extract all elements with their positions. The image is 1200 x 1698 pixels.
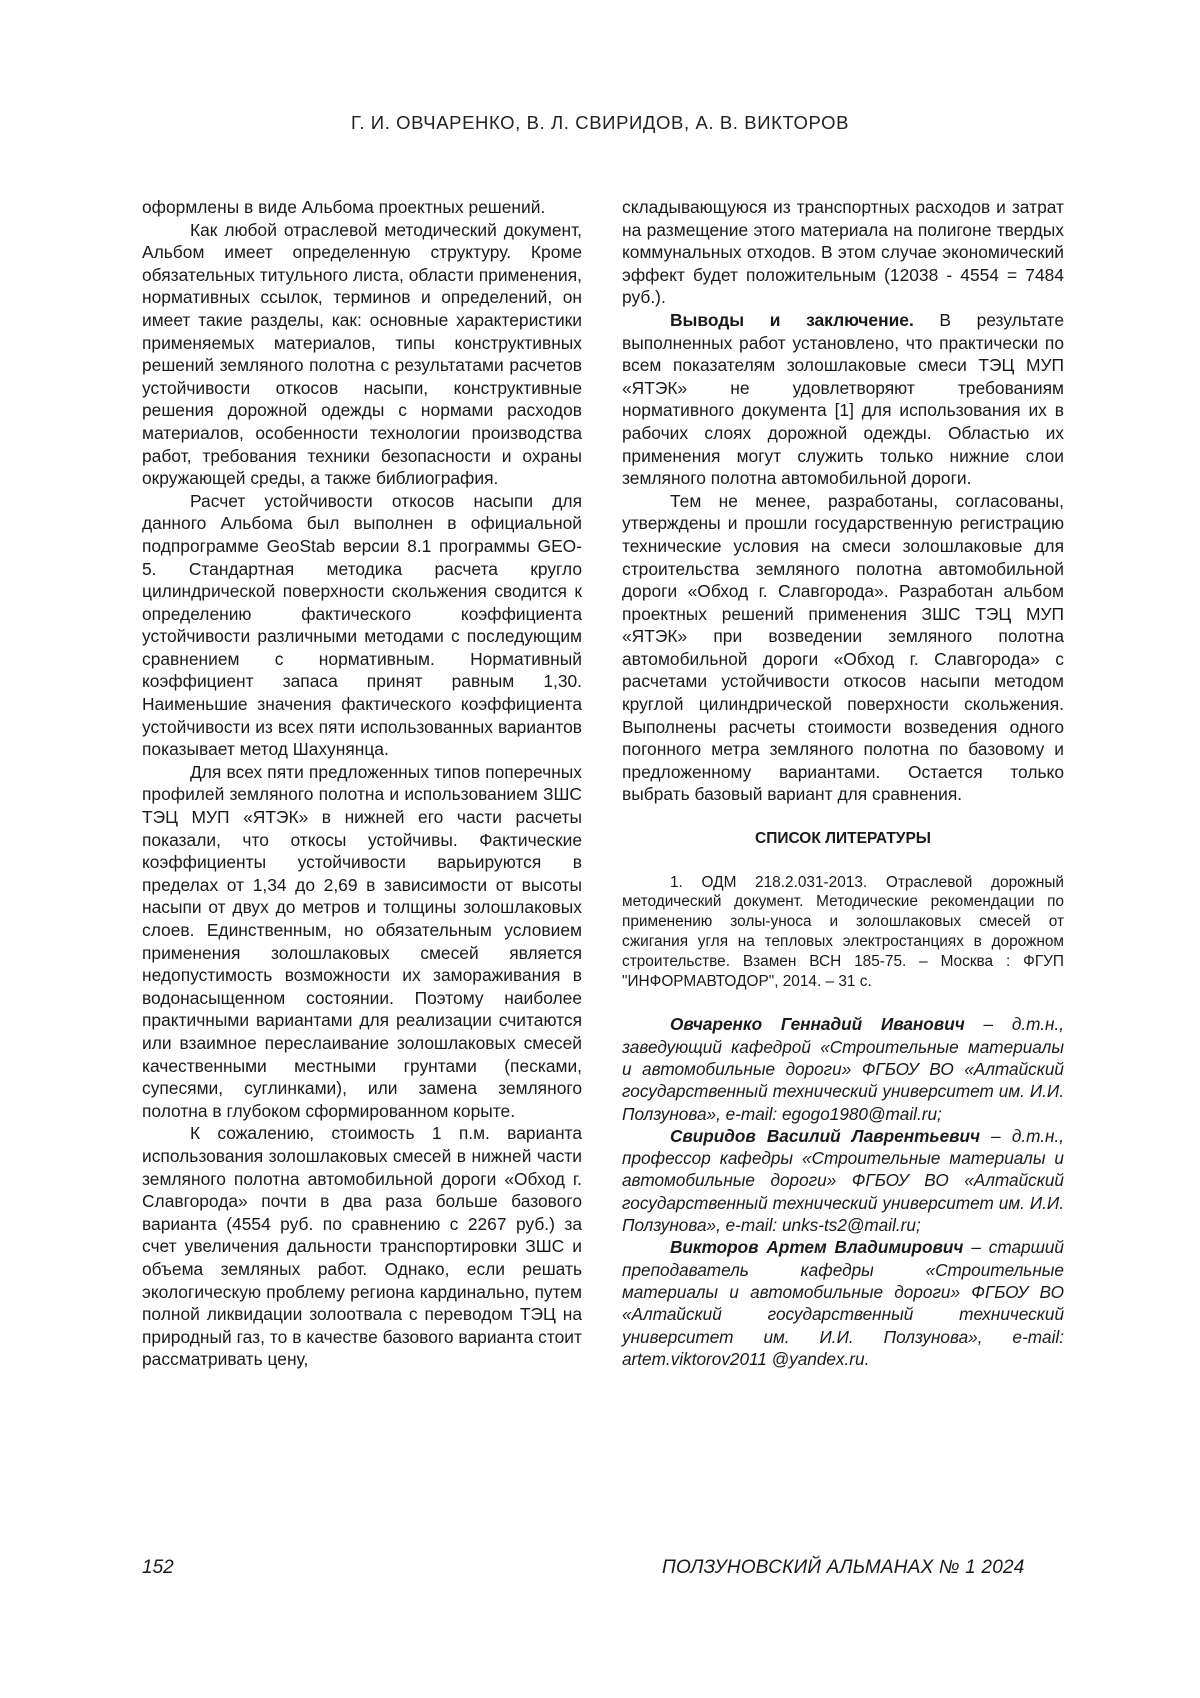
author-dash: – <box>964 1014 1012 1035</box>
author-entry <box>622 1125 1064 1236</box>
conclusions-text: В результате выполненных работ установлено, что практически по всем показателям золошлаковые смеси ТЭЦ МУП «ЯТЭК» не удовлетворяют требованиям нормативного документа [1] для использования их в рабочих слоях дорожной одежды. Областью их применения могут служить только нижние слои земляного полотна автомобильной дороги. <box>622 309 1065 489</box>
paragraph: К сожалению, стоимость 1 п.м. варианта использования золошлаковых смесей в нижней части земляного полотна автомобильной дороги «Обход г. Славгорода» почти в два раза больше базового варианта (4554 руб. по сравнению с 2267 руб.) за счет увеличения дальности транспортировки ЗШС и объема земляных работ. Однако, если решать экологическую проблему региона кардинально, путем полной ликвидации золоотвала с переводом ТЭЦ на природный газ, то в качестве базового варианта стоит рассматривать цену, <box>142 1123 582 1370</box>
paragraph: Тем не менее, разработаны, согласованы, утверждены и прошли государственную регистрацию технические условия на смеси золошлаковые для строительства земляного полотна автомобильной дороги «Обход г. Славгорода». Разработан альбом проектных решений применения ЗШС ТЭЦ МУП «ЯТЭК» при возведении земляного полотна автомобильной дороги «Обход г. Славгорода» с расчетами устойчивости откосов насыпи методом круглой цилиндрической поверхности скольжения. Выполнены расчеты стоимости возведения одного погонного метра земляного полотна по базовому и предложенному вариантами. Остается только выбрать базовый вариант для сравнения. <box>622 490 1064 805</box>
author-name: Викторов Артем Владимирович <box>670 1237 964 1258</box>
page-number: 152 <box>142 1557 174 1578</box>
paragraph: Расчет устойчивости откосов насыпи для данного Альбома был выполнен в официальной подпрограмме GeoStab версии 8.1 программы GEO-5. Стандартная методика расчета кругло цилиндрической поверхности скольжения сводится к определению фактического коэффициента устойчивости различными методами с последующим сравнением с нормативным. Нормативный коэффициент запаса принят равным 1,30. Наименьшие значения фактического коэффициента устойчивости из всех пяти использованных вариантов показывает метод Шахунянца. <box>142 490 582 760</box>
left-column <box>142 196 582 1371</box>
author-affiliation: старший преподаватель кафедры «Строительные материалы и автомобильные дороги» ФГБОУ ВО «Алтайский государственный технический университет им. И.И. Ползунова», e-mail: artem.viktorov2011 @yandex.ru. <box>622 1237 1064 1369</box>
running-head-authors: Г. И. ОВЧАРЕНКО, В. Л. СВИРИДОВ, А. В. ВИКТОРОВ <box>350 112 850 133</box>
author-affiliation: д.т.н., заведующий кафедрой «Строительные материалы и автомобильные дороги» ФГБОУ ВО «Алтайский государственный технический университет им. И.И. Ползунова», e-mail: egogo1980@mail.ru; <box>622 1014 1064 1124</box>
paragraph: складывающуюся из транспортных расходов и затрат на размещение этого материала на полигоне твердых коммунальных отходов. В этом случае экономический эффект будет положительным (12038 - 4554 = 7484 руб.). <box>622 197 1064 308</box>
paragraph: оформлены в виде Альбома проектных решений. <box>142 197 546 217</box>
author-affiliation: д.т.н., профессор кафедры «Строительные материалы и автомобильные дороги» ФГБОУ ВО «Алтайский государственный технический университет им. И.И. Ползунова», e-mail: unks-ts2@mail.ru; <box>622 1125 1064 1236</box>
conclusions-heading: Выводы и заключение. <box>670 309 914 330</box>
author-info-block <box>622 1013 1064 1370</box>
author-dash: – <box>963 1237 989 1258</box>
paragraph: Для всех пяти предложенных типов поперечных профилей земляного полотна и использованием ЗШС ТЭЦ МУП «ЯТЭК» в нижней его части расчеты показали, что откосы устойчивы. Фактические коэффициенты устойчивости варьируются в пределах от 1,34 до 2,69 в зависимости от высоты насыпи от двух до метров и толщины золошлаковых слоев. Единственным, но обязательным условием применения золошлаковых смесей является недопустимость возможности их замораживания в водонасыщенном состоянии. Поэтому наиболее практичными вариантами для реализации считаются или взаимное переслаивание золошлаковых смесей качественными местными грунтами (песками, супесями, суглинками), или замена земляного полотна в глубоком сформированном корыте. <box>142 761 582 1121</box>
author-entry <box>622 1013 1064 1124</box>
journal-title: ПОЛЗУНОВСКИЙ АЛЬМАНАХ № 1 2024 <box>662 1557 1025 1578</box>
author-name: Овчаренко Геннадий Иванович <box>670 1014 965 1035</box>
references-title: СПИСОК ЛИТЕРАТУРЫ <box>755 830 931 848</box>
author-name: Свиридов Василий Лаврентьевич <box>670 1125 981 1146</box>
paragraph: Как любой отраслевой методический документ, Альбом имеет определенную структуру. Кроме обязательных титульного листа, области применения, нормативных ссылок, терминов и определений, он имеет такие разделы, как: основные характеристики применяемых материалов, типы конструктивных решений земляного полотна с результатами расчетов устойчивости откосов насыпи, конструктивные решения дорожной одежды с нормами расходов материалов, особенности технологии производства работ, требования техники безопасности и охраны окружающей среды, а также библиография. <box>142 219 582 489</box>
conclusions-paragraph <box>622 309 1064 490</box>
author-dash: – <box>980 1125 1012 1146</box>
right-column <box>622 196 1064 1370</box>
reference-item: 1. ОДМ 218.2.031-2013. Отраслевой дорожный методический документ. Методические рекомендации по применению золы-уноса и золошлаковых смесей от сжигания угля на тепловых электростанциях в дорожном строительстве. Взамен ВСН 185-75. – Москва : ФГУП "ИНФОРМАВТОДОР", 2014. – 31 с. <box>622 873 1064 990</box>
author-entry <box>622 1236 1064 1370</box>
